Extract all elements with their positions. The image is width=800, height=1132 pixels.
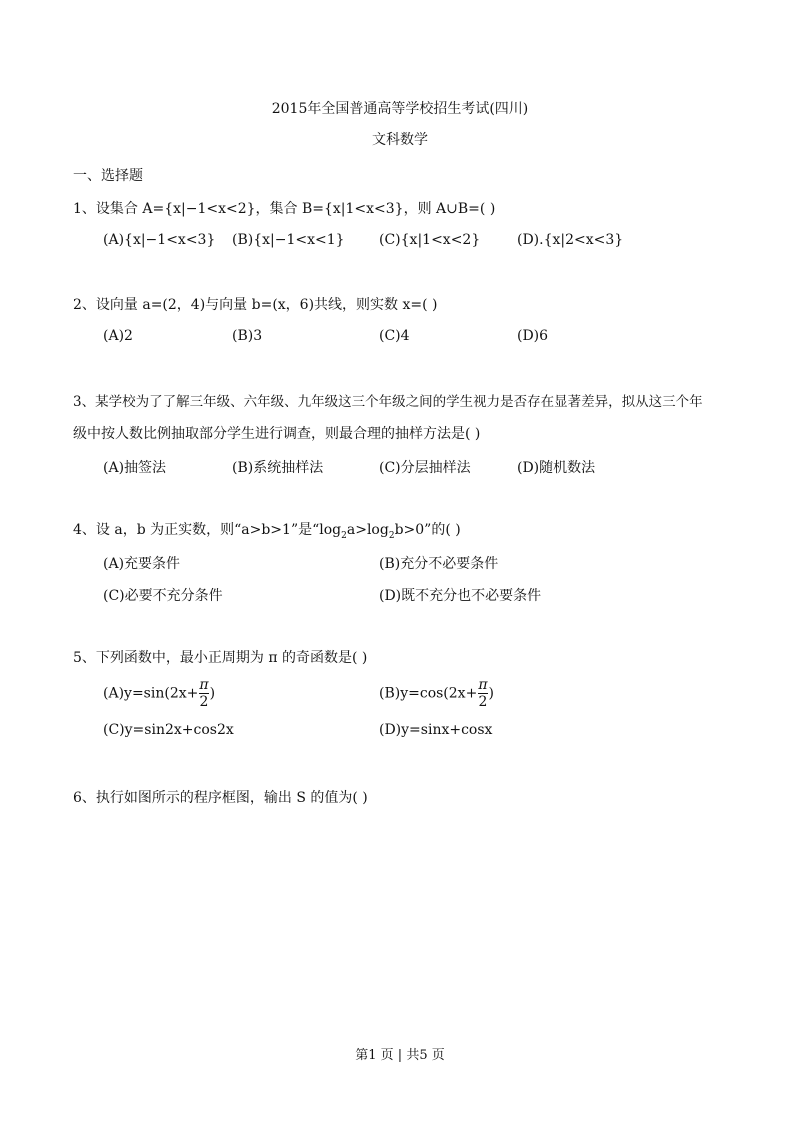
question-2-option-c: (C)4 (379, 328, 410, 344)
question-2-option-b: (B)3 (232, 328, 263, 344)
question-2-option-a: (A)2 (103, 328, 133, 344)
question-1-option-a: (A){x|−1<x<3} (103, 232, 216, 248)
question-1-option-b: (B){x|−1<x<1} (232, 232, 345, 248)
question-4-option-b: (B)充分不必要条件 (379, 556, 499, 572)
page-footer: 第1 页 | 共5 页 (355, 1048, 445, 1063)
question-1-option-d: (D).{x|2<x<3} (517, 232, 624, 248)
question-3-stem-line-2: 级中按人数比例抽取部分学生进行调查，则最合理的抽样方法是( ) (73, 426, 481, 442)
question-5-option-a-prefix: (A)y=sin(2x+ (103, 685, 199, 702)
question-3-stem-line-1: 3、某学校为了了解三年级、六年级、九年级这三个年级之间的学生视力是否存在显著差异，拟从这三个年 (73, 394, 703, 410)
question-5-option-d: (D)y=sinx+cosx (379, 722, 493, 738)
question-5-option-b-fraction (478, 677, 487, 710)
question-2-stem: 2、设向量 a=(2，4)与向量 b=(x，6)共线，则实数 x=( ) (73, 297, 438, 313)
question-3-option-c: (C)分层抽样法 (379, 460, 471, 476)
question-5-option-a (103, 677, 215, 710)
page-subtitle: 文科数学 (372, 132, 428, 148)
question-5-option-a-fraction (199, 677, 208, 710)
question-5-option-b-prefix: (B)y=cos(2x+ (379, 685, 478, 702)
section-heading: 一、选择题 (73, 168, 143, 184)
question-4-stem-prefix: 4、设 a，b 为正实数，则“a>b>1”是“log (73, 522, 342, 538)
question-3-option-a: (A)抽签法 (103, 460, 167, 476)
question-4-option-c: (C)必要不充分条件 (103, 588, 223, 604)
question-5-option-b-close: ) (488, 685, 494, 702)
fraction-denominator: 2 (199, 694, 209, 710)
fraction-numerator: π (199, 677, 209, 693)
question-4-option-d: (D)既不充分也不必要条件 (379, 588, 542, 604)
question-5-option-b (379, 677, 494, 710)
question-3-option-d: (D)随机数法 (517, 460, 596, 476)
fraction-numerator: π (478, 677, 488, 693)
question-5-option-c: (C)y=sin2x+cos2x (103, 722, 234, 738)
question-4-subscript-2: 2 (388, 530, 395, 541)
question-5-stem: 5、下列函数中，最小正周期为 π 的奇函数是( ) (73, 650, 368, 666)
page-title: 2015年全国普通高等学校招生考试(四川) (271, 101, 529, 117)
question-4-stem-mid: a>log (346, 522, 389, 538)
question-4-subscript-1: 2 (341, 530, 347, 541)
question-6-stem: 6、执行如图所示的程序框图，输出 S 的值为( ) (73, 790, 368, 806)
question-3-option-b: (B)系统抽样法 (232, 460, 324, 476)
question-1-stem: 1、设集合 A={x|−1<x<2}，集合 B={x|1<x<3}，则 A∪B=( ) (73, 201, 496, 217)
question-5-option-a-close: ) (209, 685, 216, 702)
fraction-denominator: 2 (478, 694, 488, 710)
question-4-stem-suffix: b>0”的( ) (394, 522, 461, 538)
question-4-option-a: (A)充要条件 (103, 556, 181, 572)
question-1-option-c: (C){x|1<x<2} (379, 232, 481, 248)
question-4-stem (73, 521, 461, 545)
question-2-option-d: (D)6 (517, 328, 549, 344)
